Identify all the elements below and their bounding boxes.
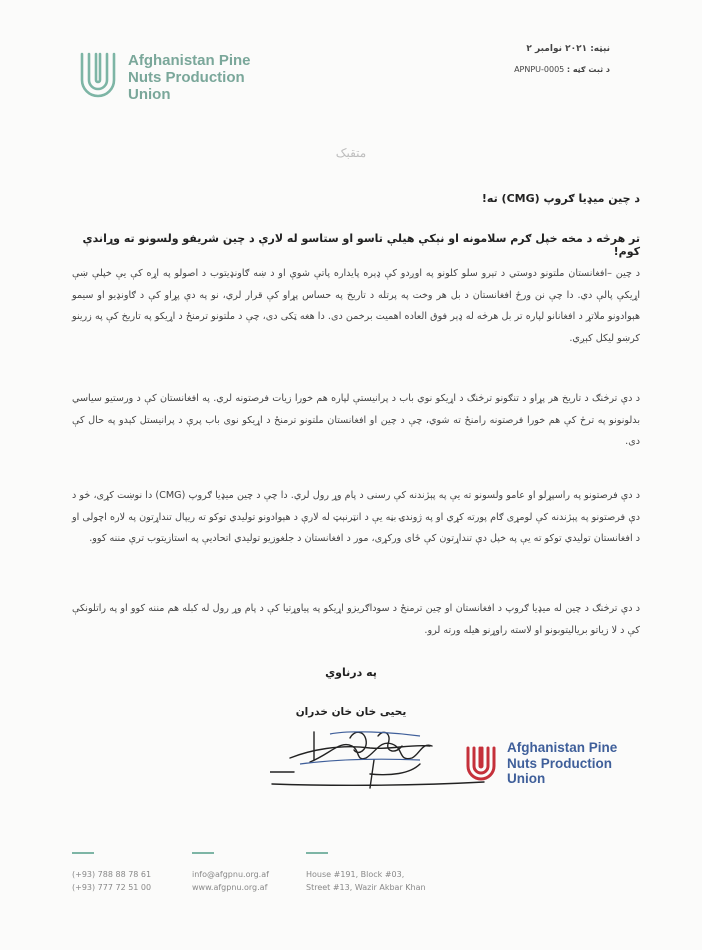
signature-stamp-drawing xyxy=(270,700,530,800)
org-name-line: Union xyxy=(128,86,171,103)
footer-phones xyxy=(72,852,151,894)
union-logo-icon xyxy=(78,50,118,102)
stamp-name-line: Nuts Production xyxy=(507,755,612,771)
address-line: House #191, Block #03, xyxy=(306,870,405,879)
letter-meta xyxy=(514,44,610,74)
footer-address xyxy=(306,852,426,894)
footer-divider xyxy=(306,852,328,854)
phone-number: (+93) 777 72 51 00 xyxy=(72,883,152,892)
paragraph: د دې فرصتونو په راسپړلو او عامو ولسونو ته يې په پېژندنه کې رسنی د پام وړ رول لري. دا چې د چين ميډيا ګروپ (CMG) دا نوښت کړی، څو د دې فرصتونو په پېژندنه کې لومړی ګام پورته کړي او په ژوندۍ بڼه يې د انټرنېټ له لارې د هېوادونو توليدي توکو ته ريپال تنداړتون په لاره اچولی او د افغانستان توليدي توکو ته يې په خپل دې تنداړتون کې ځای ورکړی، مور د افغانستان د جلغوزيو توليدي اتحاديې په استازيتوب ترې مننه کوو. xyxy=(72,490,640,544)
salutation: د چين ميډيا ګروپ (CMG) ته! xyxy=(481,192,640,205)
phone-number: (+93) 788 88 78 61 xyxy=(72,870,152,879)
closing: په درناوي xyxy=(325,666,377,679)
letter-date: نېټه: ۲۰۲۱ نوامبر ۲ xyxy=(526,44,610,54)
org-name-line: Nuts Production xyxy=(128,69,245,86)
footer-web xyxy=(192,852,269,894)
organization-name xyxy=(128,52,251,103)
footer-divider xyxy=(192,852,214,854)
paragraph: د دې ترڅنګ د تاريخ هر پړاو د تنګونو ترڅنګ د اړيکو نوي باب د پرانيستې لپاره هم خورا زيات فرصتونه لري. په افغانستان کې د ورستيو سياسي بدلونونو په ترڅ کې هم خورا فرصتونه رامنځ ته شوي، چې د چين او افغانستان ملتونو ترمنځ د اړيکو نوی باب پرې د پرانيستل کېدو په حال کې دی. xyxy=(72,393,640,447)
website-address: www.afgpnu.org.af xyxy=(192,883,268,892)
stamp-name-line: Union xyxy=(507,771,546,786)
org-name-line: Afghanistan Pine xyxy=(128,52,251,69)
footer-divider xyxy=(72,852,94,854)
paragraph: د دې ترڅنګ د چين له ميډيا ګروپ د افغانستان او چين ترمنځ د سوداګريزو اړيکو په پياوړتيا کې د پام وړ رول له کبله هم مننه کوو او په راتلونکې کې د لا زياتو برياليتوبونو او لاسته راوړنو هيله ورته لرو. xyxy=(72,603,640,636)
reference-label: د ثبت ګڼه : xyxy=(566,65,610,74)
signer-name: يحيی خان خان خدران xyxy=(295,706,407,718)
letter-subject: متقبک xyxy=(335,146,367,160)
email-address: info@afgpnu.org.af xyxy=(192,870,269,879)
stamp-name-line: Afghanistan Pine xyxy=(507,740,618,755)
paragraph: د چين –افغانستان ملتونو دوستي د تېرو سلو کلونو په اوږدو کې ډېره پايداره پاتې شوې او د ښه ګاونډيتوب د اصولو په اړه کې يې خپلې ښې اړيکې پالې دي. دا چې نن ورځ افغانستان د بل هر وخت په پرتله د تاريخ په حساس پړاو کې قرار لري، نو په دې پړاو کې د ګاونډيو او سيمو هېوادونو ملاتړ د افغانانو لپاره تر بل هرڅه له ډېر فوق العاده اهميت برخمن دی. دا هغه ټکی دی، چې د ملتونو ترمنځ د اړيکو په تاريخ کې په زرينو کرښو ليکل کېږي. xyxy=(72,268,640,344)
greeting: تر هرڅه د مخه خپل ګرم سلامونه او نېکې هيلې تاسو او ستاسو له لارې د چين شريفو ولسونو ته وړاندې کوم! xyxy=(82,232,640,258)
stamp-organization-name xyxy=(507,740,617,787)
address-line: Street #13, Wazir Akbar Khan xyxy=(306,883,426,892)
reference-number: APNPU-0005 xyxy=(514,65,565,74)
letter-reference xyxy=(514,65,610,74)
